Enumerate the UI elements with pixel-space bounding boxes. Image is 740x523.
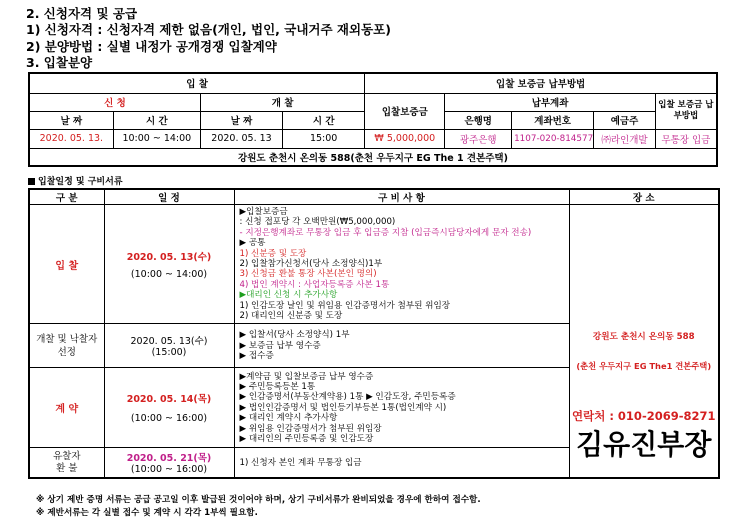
requirement-line: 1) 신분증 및 도장 <box>239 248 307 259</box>
schedule-table <box>28 188 720 479</box>
date-label: 날 짜 <box>29 111 113 129</box>
requirement-line: ▶ 법인인감증명서 및 법인등기부등본 1통(법인계약 시) <box>239 402 447 413</box>
row-docs <box>234 324 569 368</box>
note-2: ※ 제반서류는 각 실별 접수 및 계약 시 각각 1부씩 필요함. <box>36 508 258 518</box>
time-label: 시 간 <box>113 111 200 129</box>
section2-heading: 2. 신청자격 및 공급 <box>26 6 138 21</box>
deposit-header: 입찰보증금 <box>365 93 445 129</box>
row-docs <box>234 448 569 478</box>
row-type: 입 찰 <box>29 205 104 324</box>
requirement-line: 1) 인감도장 날인 및 위임용 인감증명서가 첨부된 위임장 <box>239 300 451 311</box>
note-1: ※ 상기 제반 증명 서류는 공급 공고일 이후 발급된 것이어야 하며, 상기 구비서류가 완비되었을 경우에 한하여 접수함. <box>36 495 481 505</box>
requirement-line: ▶ 주민등록등본 1통 <box>239 381 316 392</box>
deposit-method-header: 입찰 보증금 납부방법 <box>365 73 717 93</box>
col-docs-header: 구 비 사 항 <box>234 189 569 205</box>
col-type-header: 구 분 <box>29 189 104 205</box>
section3-heading: 3. 입찰분양 <box>26 55 93 70</box>
manager-name: 김유진부장 <box>576 427 712 461</box>
requirement-line: ▶계약금 및 입찰보증금 납부 영수증 <box>239 371 374 382</box>
deposit-amount: ₩ 5,000,000 <box>365 129 445 148</box>
square-bullet-icon <box>28 178 35 185</box>
row-schedule: 2020. 05. 21(목) (10:00 ~ 16:00) <box>104 448 234 478</box>
requirement-line: 1) 신청자 본인 계좌 무통장 입금 <box>239 457 362 468</box>
row-schedule: 2020. 05. 13(수) (15:00) <box>104 324 234 368</box>
row-type: 개찰 및 낙찰자 선정 <box>29 324 104 368</box>
requirement-line: ▶ 공통 <box>239 238 266 249</box>
row-docs <box>234 205 569 324</box>
requirement-line: - 지정은행계좌로 무통장 입금 후 입금증 지참 (입금즉시담당자에게 문자 전송) <box>239 227 532 238</box>
requirement-line: ▶대리인 신청 시 추가사항 <box>239 290 338 301</box>
open-header: 개 찰 <box>200 93 364 111</box>
requirement-line: ▶ 입찰서(당사 소정양식) 1부 <box>239 330 350 341</box>
pay-method: 무통장 입금 <box>655 129 717 148</box>
requirement-line: ▶ 보증금 납부 영수증 <box>239 340 321 351</box>
date-label-2: 날 짜 <box>200 111 282 129</box>
holder-label: 예금주 <box>594 111 656 129</box>
open-date: 2020. 05. 13 <box>200 129 282 148</box>
requirement-line: ▶ 접수증 <box>239 351 274 362</box>
table-row <box>29 205 719 324</box>
requirement-line: : 신청 접포당 각 오백만원(₩5,000,000) <box>239 217 396 228</box>
apply-header: 신 청 <box>29 93 200 111</box>
place-detail: (춘천 우두지구 EG The1 견본주택) <box>576 360 712 371</box>
col-date-header: 일 정 <box>104 189 234 205</box>
row-type: 계 약 <box>29 368 104 448</box>
apply-date: 2020. 05. 13. <box>29 129 113 148</box>
apply-time: 10:00 ~ 14:00 <box>113 129 200 148</box>
open-time: 15:00 <box>283 129 365 148</box>
qualification-line: 1) 신청자격 : 신청자격 제한 없음(개인, 법인, 국내거주 재외동포) <box>26 22 391 37</box>
return-header: 입찰 보증금 납부방법 <box>655 93 717 129</box>
requirement-line: 2) 입찰참가신청서(당사 소정양식)1부 <box>239 259 383 270</box>
account-number: 1107-020-814577 <box>512 129 594 148</box>
bid-header: 입 찰 <box>29 73 365 93</box>
account-header: 납부계좌 <box>445 93 655 111</box>
requirement-line: 3) 신청금 환불 통장 사본(본인 명의) <box>239 269 377 280</box>
place-address: 강원도 춘천시 온의동 588 <box>592 331 695 342</box>
contact-phone: 연락처 : 010-2069-8271 <box>572 408 716 423</box>
account-holder: ㈜라인개발 <box>594 129 656 148</box>
requirement-line: ▶ 인감증명서(부동산계약용) 1통 ▶ 인감도장, 주민등록증 <box>239 392 456 403</box>
bank-label: 은행명 <box>445 111 512 129</box>
requirement-line: ▶ 대리인 계약시 추가사항 <box>239 413 338 424</box>
col-place-header: 장 소 <box>569 189 719 205</box>
requirement-line: 4) 법인 계약시 : 사업자등록증 사본 1통 <box>239 279 390 290</box>
place-cell <box>569 205 719 478</box>
row-schedule: 2020. 05. 13(수) (10:00 ~ 14:00) <box>104 205 234 324</box>
requirement-line: ▶ 대리인의 주민등록증 및 인감도장 <box>239 433 374 444</box>
schedule-title: 입찰일정 및 구비서류 <box>28 174 123 187</box>
bank-name: 광주은행 <box>445 129 512 148</box>
requirement-line: ▶입찰보증금 <box>239 207 288 217</box>
row-type: 유찰자 환 불 <box>29 448 104 478</box>
time-label-2: 시 간 <box>283 111 365 129</box>
requirement-line: ▶ 위임용 인감증명서가 첨부된 위임장 <box>239 423 382 434</box>
bid-table <box>28 72 718 167</box>
row-schedule: 2020. 05. 14(목) (10:00 ~ 16:00) <box>104 368 234 448</box>
row-docs <box>234 368 569 448</box>
method-line: 2) 분양방법 : 실별 내정가 공개경쟁 입찰계약 <box>26 39 277 54</box>
requirement-line: 2) 대리인의 신분증 및 도장 <box>239 311 343 322</box>
bid-location: 강원도 춘천시 온의동 588(춘천 우두지구 EG The 1 견본주택) <box>29 148 717 166</box>
account-no-label: 계좌번호 <box>512 111 594 129</box>
